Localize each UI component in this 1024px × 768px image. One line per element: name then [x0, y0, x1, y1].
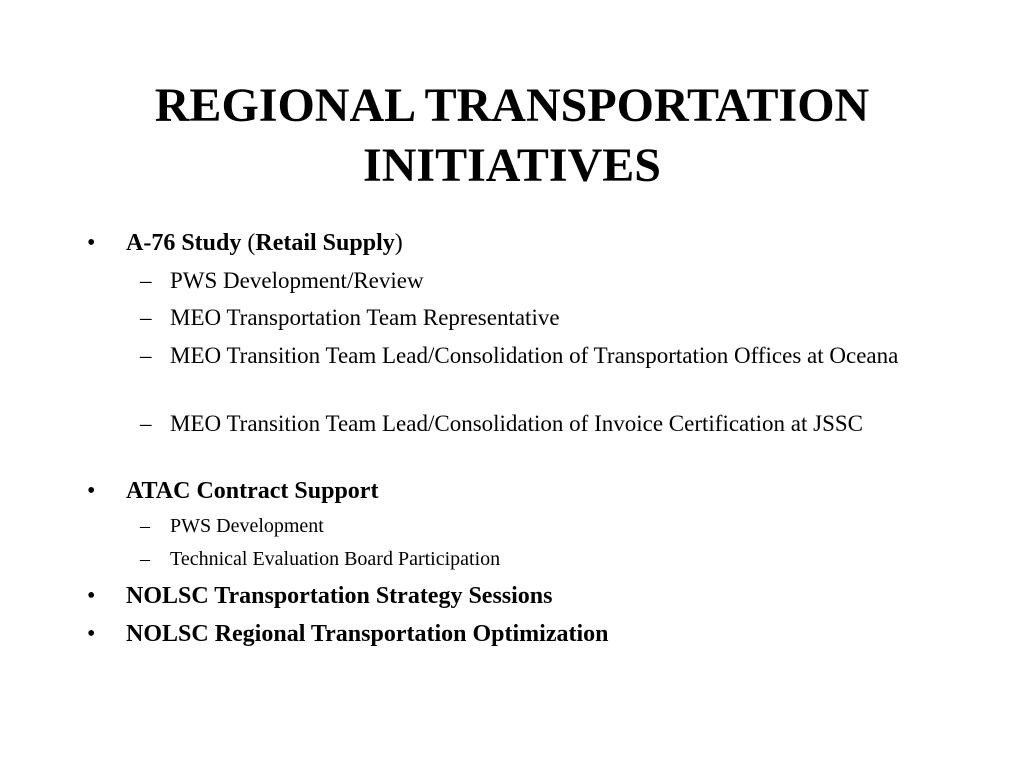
sub-item-text: PWS Development	[170, 515, 324, 537]
dash-icon: –	[140, 343, 152, 368]
sub-item-text: MEO Transportation Team Representative	[170, 305, 560, 330]
sub-item-text: MEO Transition Team Lead/Consolidation of Transportation Offices at Oceana	[170, 343, 899, 368]
bullet-heading: NOLSC Transportation Strategy Sessions	[126, 583, 553, 609]
slide-title-line-2: INITIATIVES	[363, 139, 661, 192]
sub-item-text: MEO Transition Team Lead/Consolidation of Invoice Certification at JSSC	[170, 411, 864, 436]
sub-item-text: PWS Development/Review	[170, 268, 424, 293]
close-paren: )	[394, 230, 403, 256]
sub-item-meo-transition-jssc	[140, 408, 950, 439]
bullet-item-nolsc-regional-optimization	[87, 619, 609, 649]
bullet-icon: •	[87, 621, 96, 647]
open-paren: (	[247, 230, 256, 256]
bullet-heading: NOLSC Regional Transportation Optimization	[126, 621, 609, 647]
bullet-heading-part: Retail Supply	[255, 230, 395, 256]
slide-title	[60, 76, 964, 196]
sub-item-technical-evaluation-board	[140, 547, 501, 572]
sub-item-pws-development-review	[140, 265, 950, 296]
sub-item-meo-transportation-team	[140, 302, 950, 333]
slide-title-line-1: REGIONAL TRANSPORTATION	[154, 79, 870, 132]
bullet-heading: ATAC Contract Support	[126, 478, 379, 504]
dash-icon: –	[140, 411, 152, 436]
bullet-item-atac-contract-support	[87, 476, 379, 506]
dash-icon: –	[140, 268, 152, 293]
bullet-heading-part: A-76 Study	[126, 230, 248, 256]
bullet-icon: •	[87, 583, 96, 609]
bullet-icon: •	[87, 478, 96, 504]
bullet-item-a76-study	[87, 228, 403, 258]
sub-item-meo-transition-oceana	[140, 340, 950, 371]
dash-icon: –	[140, 305, 152, 330]
bullet-icon: •	[87, 230, 96, 256]
dash-icon: –	[140, 515, 150, 537]
sub-item-pws-development	[140, 514, 324, 539]
dash-icon: –	[140, 548, 150, 570]
bullet-item-nolsc-strategy-sessions	[87, 581, 553, 611]
sub-item-text: Technical Evaluation Board Participation	[170, 548, 501, 570]
